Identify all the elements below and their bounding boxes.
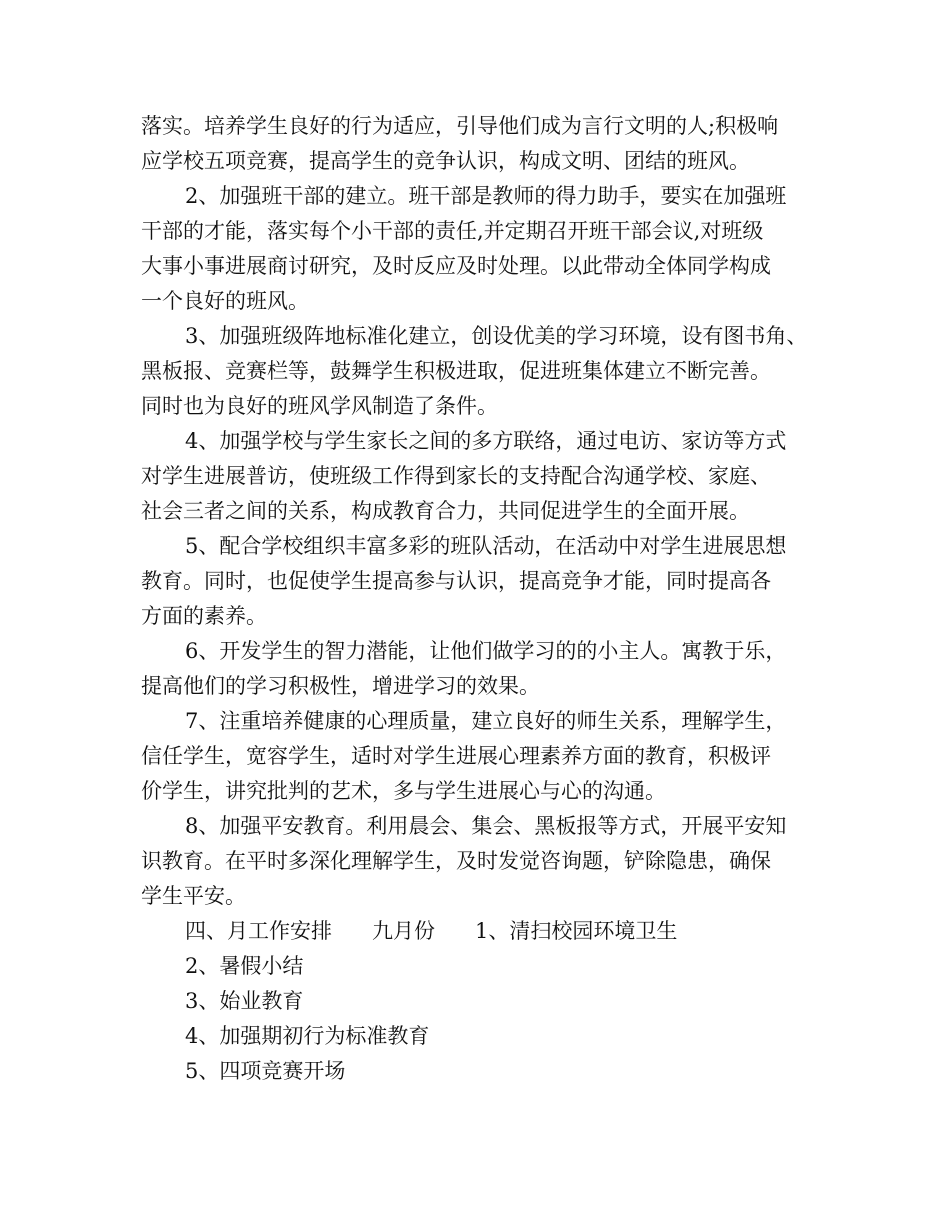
text-line: 一个良好的班风。 xyxy=(141,289,309,313)
paragraph-continuation xyxy=(141,109,831,179)
text-line: 教育。同时，也促使学生提高参与认识，提高竞争才能，同时提高各 xyxy=(141,569,771,593)
text-line: 价学生，讲究批判的艺术，多与学生进展心与心的沟通。 xyxy=(141,779,666,803)
paragraph-item-3 xyxy=(141,319,831,424)
text-line: 2、加强班干部的建立。班干部是教师的得力助手，要实在加强班 xyxy=(185,184,787,208)
paragraph-item-6 xyxy=(141,634,831,704)
text-line: 8、加强平安教育。利用晨会、集会、黑板报等方式，开展平安知 xyxy=(185,814,787,838)
schedule-item: 5、四项竞赛开场 xyxy=(185,1059,346,1083)
schedule-month: 九月份 xyxy=(372,919,435,943)
paragraph-item-2 xyxy=(141,179,831,319)
schedule-heading: 四、月工作安排 xyxy=(185,919,332,943)
schedule-item: 1、清扫校园环境卫生 xyxy=(475,919,678,943)
schedule-section xyxy=(141,914,831,1089)
text-line: 提高他们的学习积极性，增进学习的效果。 xyxy=(141,674,540,698)
paragraph-item-8 xyxy=(141,809,831,914)
text-line: 黑板报、竞赛栏等，鼓舞学生积极进取，促进班集体建立不断完善。 xyxy=(141,359,771,383)
text-line: 落实。培养学生良好的行为适应，引导他们成为言行文明的人;积极响 xyxy=(141,114,779,138)
text-line: 4、加强学校与学生家长之间的多方联络，通过电访、家访等方式 xyxy=(185,429,787,453)
paragraph-item-4 xyxy=(141,424,831,529)
text-line: 学生平安。 xyxy=(141,884,246,908)
text-line: 信任学生，宽容学生，适时对学生进展心理素养方面的教育，积极评 xyxy=(141,744,771,768)
schedule-item: 2、暑假小结 xyxy=(185,954,304,978)
schedule-item: 4、加强期初行为标准教育 xyxy=(185,1024,430,1048)
text-line: 社会三者之间的关系，构成教育合力，共同促进学生的全面开展。 xyxy=(141,499,750,523)
schedule-item: 3、始业教育 xyxy=(185,989,304,1013)
text-line: 大事小事进展商讨研究，及时反应及时处理。以此带动全体同学构成 xyxy=(141,254,771,278)
text-line: 3、加强班级阵地标准化建立，创设优美的学习环境，设有图书角、 xyxy=(185,324,808,348)
text-line: 7、注重培养健康的心理质量，建立良好的师生关系，理解学生， xyxy=(185,709,787,733)
text-line: 识教育。在平时多深化理解学生，及时发觉咨询题，铲除隐患，确保 xyxy=(141,849,771,873)
text-line: 应学校五项竞赛，提高学生的竞争认识，构成文明、团结的班风。 xyxy=(141,149,750,173)
text-line: 5、配合学校组织丰富多彩的班队活动，在活动中对学生进展思想 xyxy=(185,534,787,558)
paragraph-item-5 xyxy=(141,529,831,634)
text-line: 6、开发学生的智力潜能，让他们做学习的的小主人。寓教于乐， xyxy=(185,639,787,663)
schedule-heading-line xyxy=(141,914,831,949)
text-line: 方面的素养。 xyxy=(141,604,267,628)
paragraph-item-7 xyxy=(141,704,831,809)
text-line: 同时也为良好的班风学风制造了条件。 xyxy=(141,394,498,418)
text-line: 干部的才能，落实每个小干部的责任,并定期召开班干部会议,对班级 xyxy=(141,219,764,243)
text-line: 对学生进展普访，使班级工作得到家长的支持配合沟通学校、家庭、 xyxy=(141,464,771,488)
document-body xyxy=(141,109,831,1089)
